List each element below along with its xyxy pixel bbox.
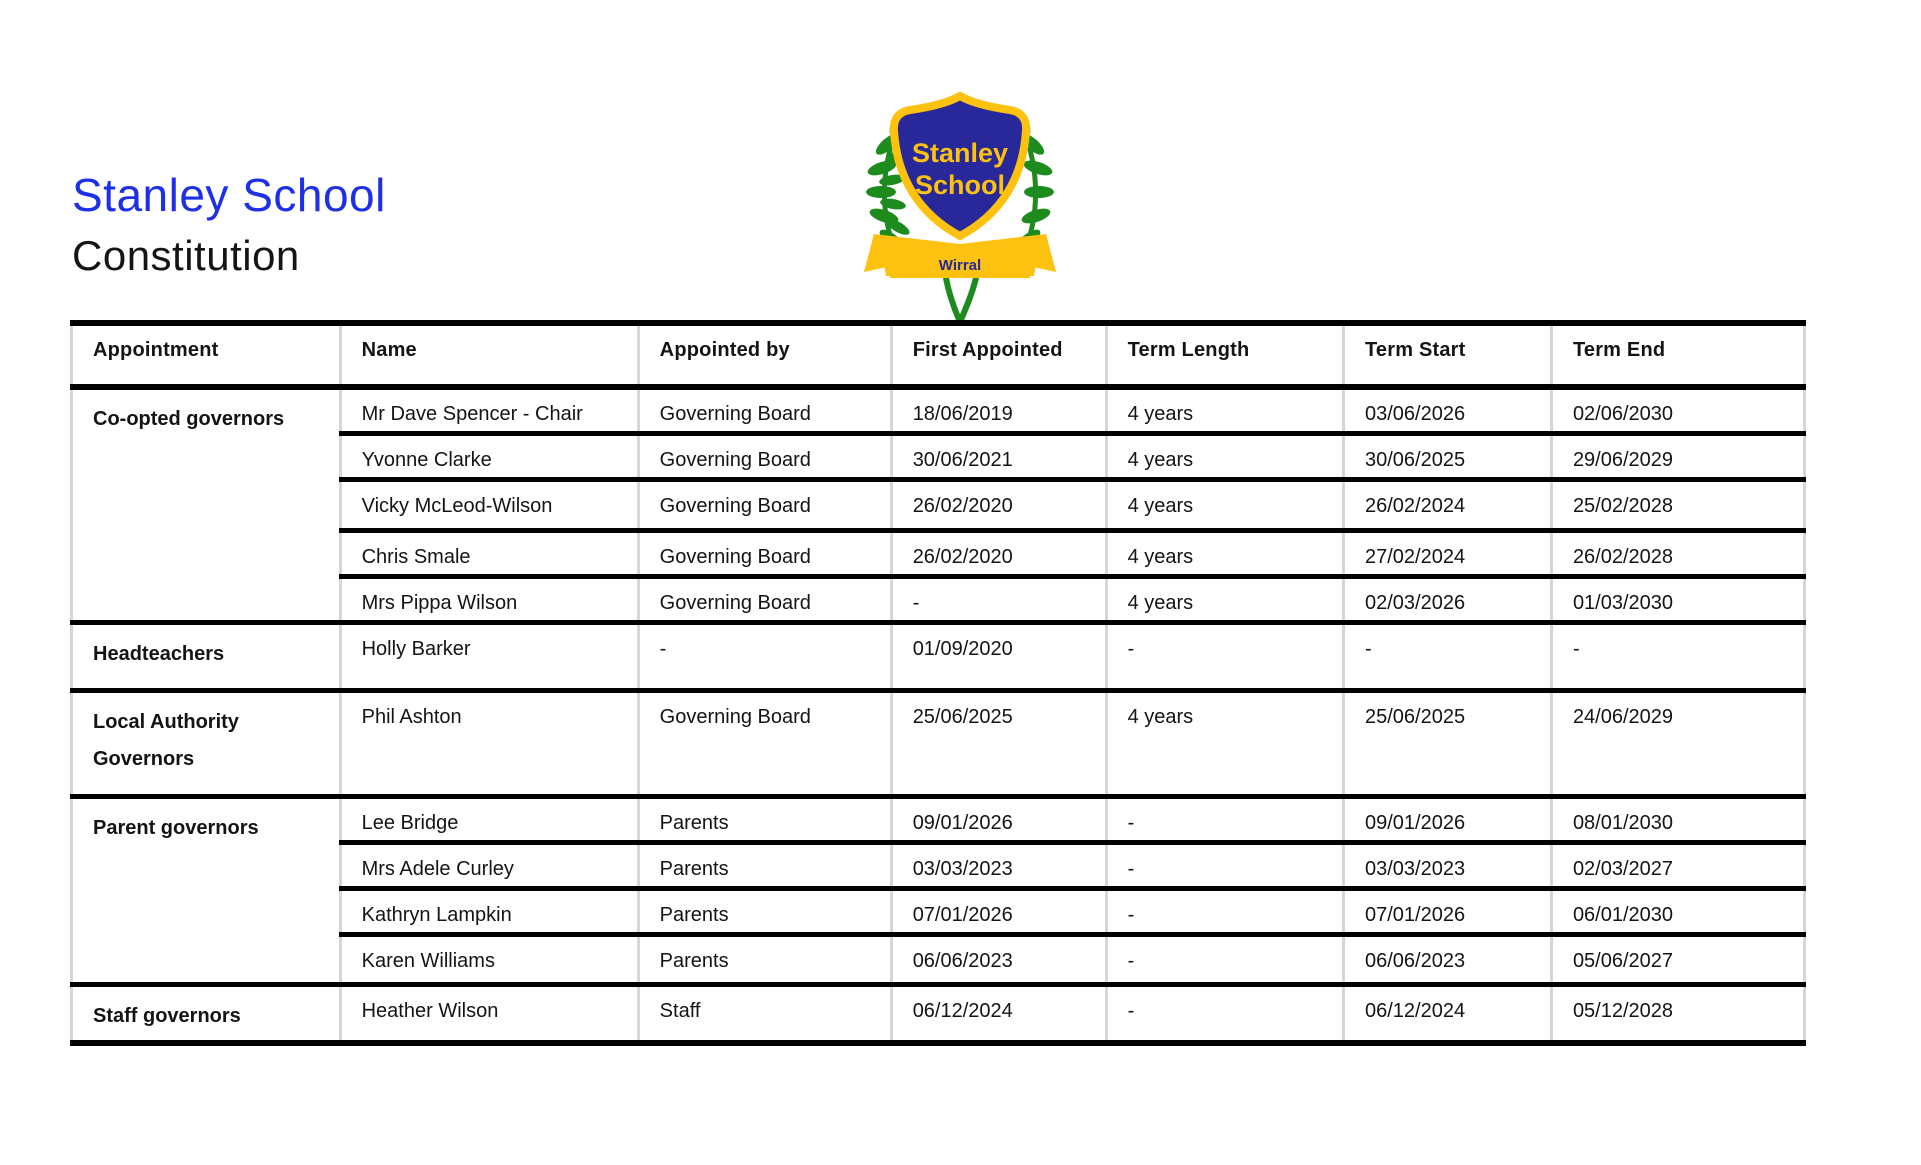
appointed-by-cell: Parents (638, 797, 891, 843)
appointment-group-cell: Co-opted governors (72, 387, 341, 623)
first-appointed-cell: 03/03/2023 (891, 843, 1106, 889)
shield-icon (894, 96, 1026, 236)
appointment-group-cell: Staff governors (72, 985, 341, 1043)
term-end-cell: 29/06/2029 (1551, 434, 1804, 480)
appointment-group-cell: Local Authority Governors (72, 691, 341, 797)
banner-text: Wirral (938, 257, 982, 274)
term-end-cell: 05/06/2027 (1551, 935, 1804, 985)
appointed-by-cell: - (638, 623, 891, 691)
appointed-by-cell: Parents (638, 889, 891, 935)
name-cell: Karen Williams (340, 935, 638, 985)
term-length-cell: 4 years (1106, 387, 1343, 434)
term-start-cell: 26/02/2024 (1343, 480, 1551, 531)
term-end-cell: 02/03/2027 (1551, 843, 1804, 889)
appointed-by-cell: Parents (638, 843, 891, 889)
appointed-by-cell: Governing Board (638, 577, 891, 623)
term-end-cell: 26/02/2028 (1551, 531, 1804, 577)
term-length-cell: 4 years (1106, 480, 1343, 531)
first-appointed-cell: - (891, 577, 1106, 623)
name-cell: Vicky McLeod-Wilson (340, 480, 638, 531)
term-end-cell: - (1551, 623, 1804, 691)
term-length-cell: - (1106, 985, 1343, 1043)
column-header-term-end: Term End (1551, 323, 1804, 387)
shield-text-line1: Stanley (911, 138, 1009, 168)
table-body (72, 387, 1805, 1043)
first-appointed-cell: 26/02/2020 (891, 480, 1106, 531)
term-end-cell: 08/01/2030 (1551, 797, 1804, 843)
first-appointed-cell: 06/12/2024 (891, 985, 1106, 1043)
name-cell: Mrs Pippa Wilson (340, 577, 638, 623)
appointed-by-cell: Governing Board (638, 480, 891, 531)
term-end-cell: 02/06/2030 (1551, 387, 1804, 434)
appointed-by-cell: Governing Board (638, 691, 891, 797)
term-start-cell: 09/01/2026 (1343, 797, 1551, 843)
first-appointed-cell: 06/06/2023 (891, 935, 1106, 985)
column-header-appointment: Appointment (72, 323, 341, 387)
constitution-table (70, 320, 1806, 1046)
column-header-term-start: Term Start (1343, 323, 1551, 387)
term-start-cell: 06/06/2023 (1343, 935, 1551, 985)
term-end-cell: 25/02/2028 (1551, 480, 1804, 531)
appointed-by-cell: Staff (638, 985, 891, 1043)
term-start-cell: 02/03/2026 (1343, 577, 1551, 623)
page-title: Stanley School (72, 169, 386, 221)
name-cell: Mr Dave Spencer - Chair (340, 387, 638, 434)
term-start-cell: 25/06/2025 (1343, 691, 1551, 797)
column-header-name: Name (340, 323, 638, 387)
first-appointed-cell: 25/06/2025 (891, 691, 1106, 797)
term-length-cell: - (1106, 797, 1343, 843)
name-cell: Heather Wilson (340, 985, 638, 1043)
term-start-cell: 03/03/2023 (1343, 843, 1551, 889)
page-subtitle: Constitution (72, 232, 300, 279)
name-cell: Lee Bridge (340, 797, 638, 843)
column-header-appointed-by: Appointed by (638, 323, 891, 387)
first-appointed-cell: 07/01/2026 (891, 889, 1106, 935)
term-start-cell: 03/06/2026 (1343, 387, 1551, 434)
column-header-term-length: Term Length (1106, 323, 1343, 387)
name-cell: Kathryn Lampkin (340, 889, 638, 935)
name-cell: Holly Barker (340, 623, 638, 691)
name-cell: Phil Ashton (340, 691, 638, 797)
appointment-group-cell: Headteachers (72, 623, 341, 691)
shield-text-line2: School (914, 170, 1006, 200)
banner-ribbon-icon (864, 234, 1056, 278)
first-appointed-cell: 18/06/2019 (891, 387, 1106, 434)
term-length-cell: - (1106, 935, 1343, 985)
name-cell: Mrs Adele Curley (340, 843, 638, 889)
wreath-stems-icon (946, 278, 976, 322)
table-row (72, 985, 1805, 1043)
first-appointed-cell: 01/09/2020 (891, 623, 1106, 691)
term-length-cell: - (1106, 889, 1343, 935)
term-length-cell: 4 years (1106, 691, 1343, 797)
appointed-by-cell: Governing Board (638, 434, 891, 480)
term-end-cell: 24/06/2029 (1551, 691, 1804, 797)
term-start-cell: 30/06/2025 (1343, 434, 1551, 480)
term-length-cell: 4 years (1106, 531, 1343, 577)
column-header-first-appointed: First Appointed (891, 323, 1106, 387)
name-cell: Yvonne Clarke (340, 434, 638, 480)
term-length-cell: 4 years (1106, 434, 1343, 480)
first-appointed-cell: 30/06/2021 (891, 434, 1106, 480)
term-end-cell: 06/01/2030 (1551, 889, 1804, 935)
appointed-by-cell: Governing Board (638, 387, 891, 434)
term-length-cell: 4 years (1106, 577, 1343, 623)
table-row (72, 797, 1805, 843)
term-length-cell: - (1106, 623, 1343, 691)
name-cell: Chris Smale (340, 531, 638, 577)
table-row (72, 623, 1805, 691)
table-header-row (72, 323, 1805, 387)
term-start-cell: 07/01/2026 (1343, 889, 1551, 935)
first-appointed-cell: 26/02/2020 (891, 531, 1106, 577)
appointed-by-cell: Parents (638, 935, 891, 985)
school-crest-logo (850, 82, 1070, 326)
term-start-cell: 06/12/2024 (1343, 985, 1551, 1043)
term-start-cell: - (1343, 623, 1551, 691)
term-end-cell: 01/03/2030 (1551, 577, 1804, 623)
table-row (72, 691, 1805, 797)
term-length-cell: - (1106, 843, 1343, 889)
term-end-cell: 05/12/2028 (1551, 985, 1804, 1043)
appointed-by-cell: Governing Board (638, 531, 891, 577)
term-start-cell: 27/02/2024 (1343, 531, 1551, 577)
appointment-group-cell: Parent governors (72, 797, 341, 985)
first-appointed-cell: 09/01/2026 (891, 797, 1106, 843)
table-row (72, 387, 1805, 434)
